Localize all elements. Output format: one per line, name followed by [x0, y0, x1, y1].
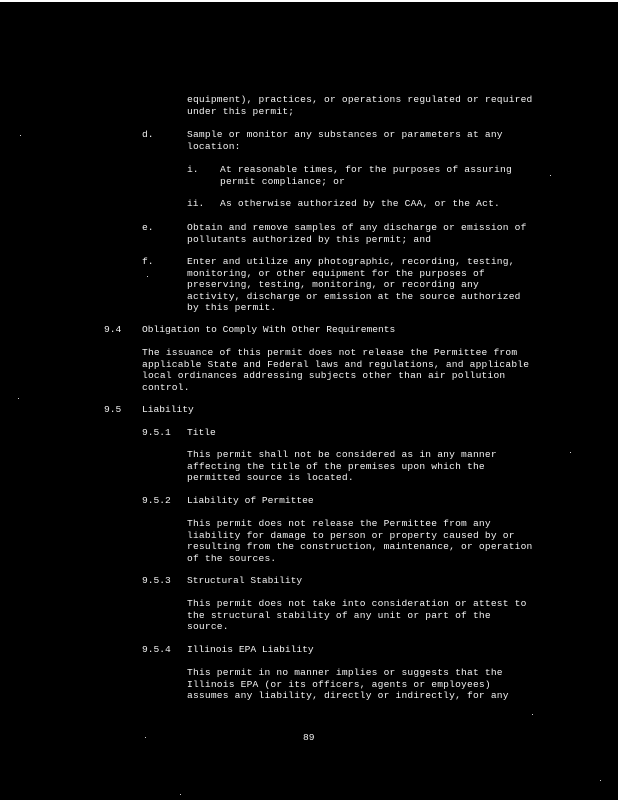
scan-speck: [18, 398, 19, 399]
continuation-text: equipment), practices, or operations regulated or required under this permit;: [187, 94, 533, 117]
subsection-number-9-5-3: 9.5.3: [142, 575, 171, 586]
item-label-f: f.: [142, 256, 154, 267]
subsection-title-9-5-1: Title: [187, 427, 216, 438]
subitem-label-i: i.: [187, 164, 199, 175]
section-title-9-4: Obligation to Comply With Other Requirements: [142, 324, 396, 335]
item-text-f: Enter and utilize any photographic, recording, testing, monitoring, or other equipment for the purposes of preserving, testing, monitoring, or recording any activity, discharge or emission at the source authorized by this permit.: [187, 256, 521, 314]
scan-speck: [550, 175, 551, 176]
subsection-body-9-5-2: This permit does not release the Permittee from any liability for damage to person or property caused by or resulting from the construction, maintenance, or operation of the sources.: [187, 518, 533, 564]
page-number: 89: [303, 732, 315, 743]
subitem-text-ii: As otherwise authorized by the CAA, or the Act.: [220, 198, 500, 209]
item-label-d: d.: [142, 129, 154, 140]
subsection-title-9-5-4: Illinois EPA Liability: [187, 644, 314, 655]
scan-speck: [180, 794, 181, 795]
section-body-9-4: The issuance of this permit does not release the Permittee from applicable State and Federal laws and regulations, and applicable local ordinances addressing subjects other than air pollution control.: [142, 347, 530, 393]
scan-speck: [600, 780, 601, 781]
scan-speck: [145, 737, 146, 738]
subsection-number-9-5-2: 9.5.2: [142, 495, 171, 506]
subsection-number-9-5-4: 9.5.4: [142, 644, 171, 655]
scan-speck: [20, 135, 21, 136]
scan-speck: [147, 276, 148, 277]
scan-top-edge: [0, 0, 618, 2]
subsection-number-9-5-1: 9.5.1: [142, 427, 171, 438]
scan-speck: [532, 714, 533, 715]
item-text-e: Obtain and remove samples of any discharge or emission of pollutants authorized by this permit; and: [187, 222, 527, 245]
scan-speck: [570, 452, 571, 453]
section-title-9-5: Liability: [142, 404, 194, 415]
subsection-body-9-5-4: This permit in no manner implies or suggests that the Illinois EPA (or its officers, agents or employees) assumes any liability, directly or indirectly, for any: [187, 667, 509, 702]
subsection-title-9-5-2: Liability of Permittee: [187, 495, 314, 506]
subsection-body-9-5-3: This permit does not take into consideration or attest to the structural stability of any unit or part of the source.: [187, 598, 527, 633]
item-label-e: e.: [142, 222, 154, 233]
subitem-text-i: At reasonable times, for the purposes of assuring permit compliance; or: [220, 164, 512, 187]
subsection-body-9-5-1: This permit shall not be considered as in any manner affecting the title of the premises upon which the permitted source is located.: [187, 449, 497, 484]
section-number-9-4: 9.4: [104, 324, 122, 335]
subitem-label-ii: ii.: [187, 198, 205, 209]
item-text-d: Sample or monitor any substances or parameters at any location:: [187, 129, 503, 152]
section-number-9-5: 9.5: [104, 404, 122, 415]
subsection-title-9-5-3: Structural Stability: [187, 575, 303, 586]
